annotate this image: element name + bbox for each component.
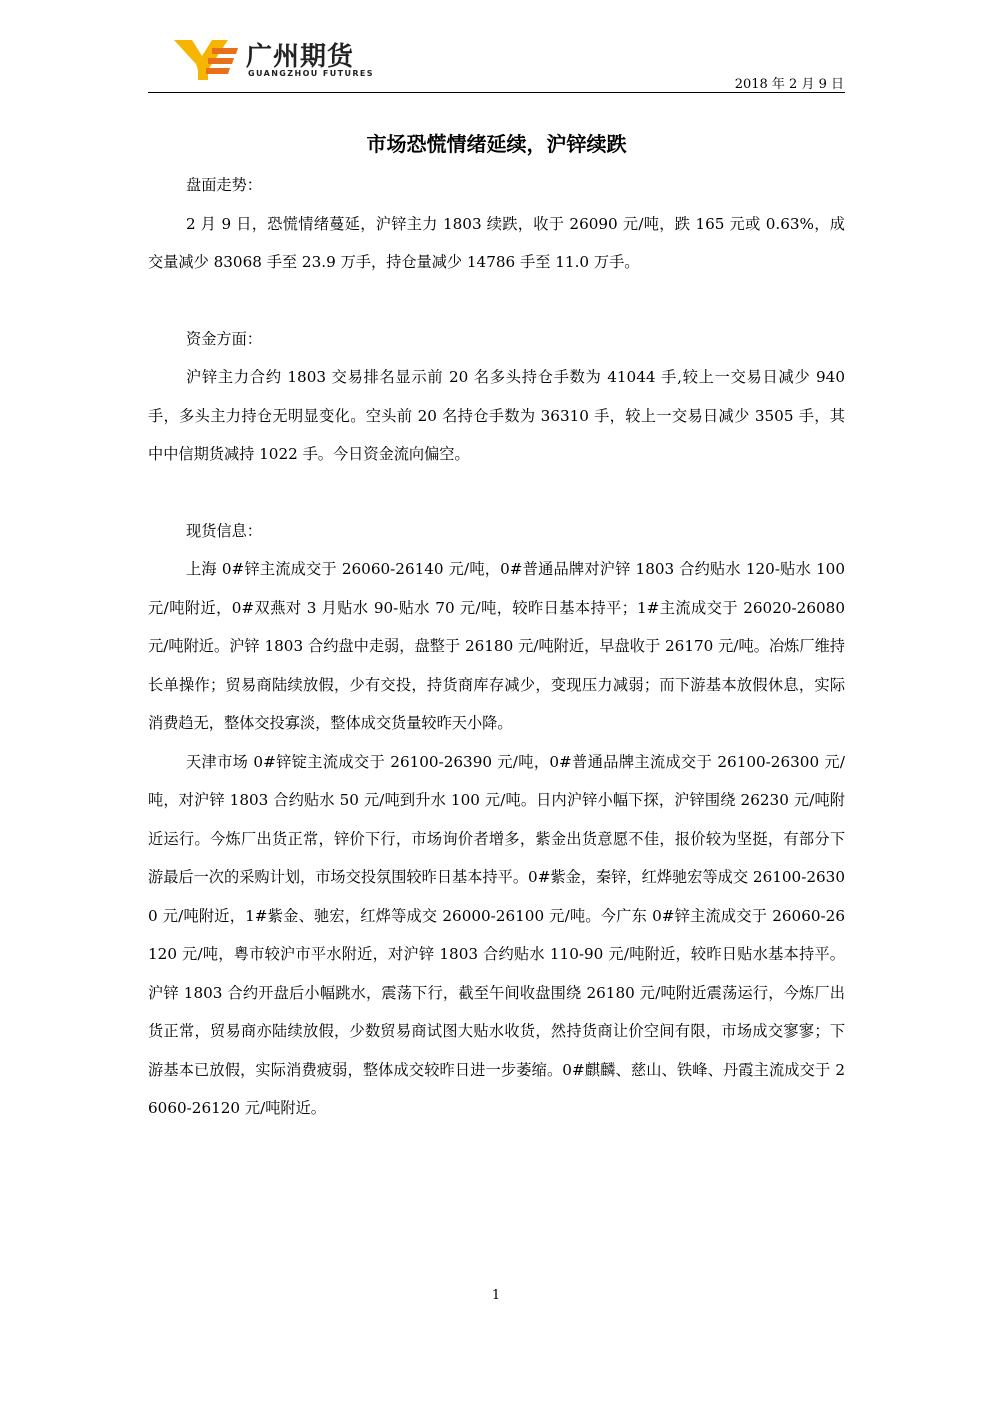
report-body (148, 166, 845, 1128)
header-divider (148, 92, 845, 93)
paragraph-spot-tianjin-guangdong: 天津市场 0#锌锭主流成交于 26100-26390 元/吨，0#普通品牌主流成交于 26100-26300 元/吨，对沪锌 1803 合约贴水 50 元/吨到升水 100 元/吨。日内沪锌小幅下探，沪锌围绕 26230 元/吨附近运行。今炼厂出货正常，锌价下行，市场询价者增多，紫金出货意愿不佳，报价较为坚挺，有部分下游最后一次的采购计划，市场交投氛围较昨日基本持平。0#紫金，秦锌，红烨驰宏等成交 26100-26300 元/吨附近，1#紫金、驰宏，红烨等成交 26000-26100 元/吨。今广东 0#锌主流成交于 26060-26120 元/吨，粤市较沪市平水附近，对沪锌 1803 合约贴水 110-90 元/吨附近，较昨日贴水基本持平。沪锌 1803 合约开盘后小幅跳水，震荡下行，截至午间收盘围绕 26180 元/吨附近震荡运行，今炼厂出货正常，贸易商亦陆续放假，少数贸易商试图大贴水收货，然持货商让价空间有限，市场成交寥寥；下游基本已放假，实际消费疲弱，整体成交较昨日进一步萎缩。0#麒麟、慈山、铁峰、丹霞主流成交于 26060-26120 元/吨附近。 (148, 752, 845, 1117)
section-spacer (148, 282, 845, 320)
section-heading-capital: 资金方面： (186, 329, 262, 348)
company-logo (172, 36, 372, 86)
section-heading-spot: 现货信息： (186, 521, 262, 540)
section-spacer (148, 474, 845, 512)
paragraph-capital: 沪锌主力合约 1803 交易排名显示前 20 名多头持仓手数为 41044 手,较上一交易日减少 940 手，多头主力持仓无明显变化。空头前 20 名持仓手数为 36310 手，较上一交易日减少 3505 手，其中中信期货减持 1022 手。今日资金流向偏空。 (148, 368, 845, 463)
logo-chinese-name: 广州期货 (246, 42, 355, 72)
logo-english-name: GUANGZHOU FUTURES (248, 69, 374, 78)
page-header (0, 0, 992, 100)
report-date: 2018 年 2 月 9 日 (734, 77, 844, 92)
section-heading-market-trend: 盘面走势： (186, 176, 262, 194)
paragraph-market-trend: 2 月 9 日，恐慌情绪蔓延，沪锌主力 1803 续跌，收于 26090 元/吨，跌 165 元或 0.63%，成交量减少 83068 手至 23.9 万手，持仓量减少 14786 手至 11.0 万手。 (148, 214, 845, 271)
page-number: 1 (491, 1288, 501, 1303)
report-title: 市场恐慌情绪延续，沪锌续跌 (366, 132, 627, 156)
logo-mark-icon (172, 36, 242, 82)
paragraph-spot-shanghai: 上海 0#锌主流成交于 26060-26140 元/吨，0#普通品牌对沪锌 1803 合约贴水 120-贴水 100 元/吨附近，0#双燕对 3 月贴水 90-贴水 70 元/吨，较昨日基本持平；1#主流成交于 26020-26080 元/吨附近。沪锌 1803 合约盘中走弱，盘整于 26180 元/吨附近，早盘收于 26170 元/吨。冶炼厂维持长单操作；贸易商陆续放假，少有交投，持货商库存减少，变现压力减弱；而下游基本放假休息，实际消费趋无，整体交投寡淡，整体成交货量较昨天小降。 (148, 560, 845, 732)
